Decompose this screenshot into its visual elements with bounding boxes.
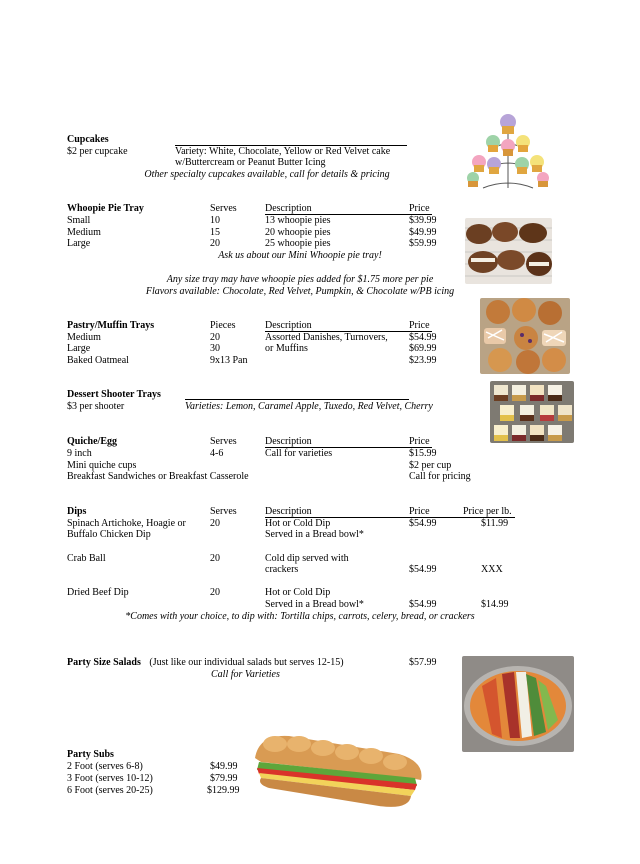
party-sub-image	[249, 718, 431, 822]
subs-row-price: $79.99	[210, 773, 238, 784]
salads-note: Call for Varieties	[211, 669, 280, 680]
shooter-rule	[185, 399, 409, 400]
pastry-row-desc: Assorted Danishes, Turnovers,	[265, 332, 388, 343]
pastry-row-pieces: 30	[210, 343, 220, 354]
cupcakes-title: Cupcakes	[67, 134, 109, 145]
dips-crab-serves: 20	[210, 553, 220, 564]
quiche-title: Quiche/Egg	[67, 436, 118, 447]
cupcakes-note: Other specialty cupcakes available, call for details & pricing	[144, 169, 390, 180]
dips-header-description: Description	[265, 506, 312, 517]
whoopie-note-added: Any size tray may have whoopie pies added for $1.75 more per pie	[166, 274, 434, 285]
subs-row-price: $49.99	[210, 761, 238, 772]
dips-title: Dips	[67, 506, 87, 517]
whoopie-header-serves: Serves	[210, 203, 237, 214]
dips-beef-serves: 20	[210, 587, 220, 598]
dips-beef-desc1: Hot or Cold Dip	[265, 587, 331, 598]
subs-row-price: $129.99	[207, 785, 240, 796]
salad-bowl-image	[462, 656, 574, 752]
dips-crab-desc1: Cold dip served with	[265, 553, 349, 564]
whoopie-row-desc: 20 whoopie pies	[265, 227, 331, 238]
dips-spinach-line2: Buffalo Chicken Dip	[67, 529, 151, 540]
muffins-image	[480, 298, 570, 374]
whoopie-row-price: $39.99	[409, 215, 437, 226]
dips-spinach-desc2: Served in a Bread bowl*	[265, 529, 364, 540]
salads-desc: (Just like our individual salads but serves 12-15)	[149, 657, 344, 668]
pastry-row-price: $69.99	[409, 343, 437, 354]
quiche-price: Call for pricing	[409, 471, 471, 482]
whoopie-row-desc: 25 whoopie pies	[265, 238, 331, 249]
whoopie-row-serves: 10	[210, 215, 220, 226]
pastry-row-size: Large	[67, 343, 91, 354]
pastry-header-pieces: Pieces	[210, 320, 236, 331]
dips-spinach-desc1: Hot or Cold Dip	[265, 518, 331, 529]
whoopie-note-mini: Ask us about our Mini Whoopie pie tray!	[218, 250, 382, 261]
whoopie-row-size: Small	[67, 215, 91, 226]
dips-crab-per-lb: XXX	[481, 564, 503, 575]
dips-spinach-price: $54.99	[409, 518, 437, 529]
quiche-item: Breakfast Sandwiches or Breakfast Casserole	[67, 471, 249, 482]
whoopie-title: Whoopie Pie Tray	[67, 203, 144, 214]
pastry-title: Pastry/Muffin Trays	[67, 320, 155, 331]
shooter-price: $3 per shooter	[67, 401, 125, 412]
dips-beef-name: Dried Beef Dip	[67, 587, 129, 598]
quiche-item: Mini quiche cups	[67, 460, 137, 471]
pastry-row-price: $54.99	[409, 332, 437, 343]
dips-beef-per-lb: $14.99	[481, 599, 509, 610]
salads-price: $57.99	[409, 657, 437, 668]
quiche-desc: Call for varieties	[265, 448, 333, 459]
whoopie-pies-image	[465, 218, 552, 284]
cupcake-tower-image	[463, 108, 553, 194]
whoopie-row-price: $59.99	[409, 238, 437, 249]
quiche-price: $15.99	[409, 448, 437, 459]
dips-crab-desc2: crackers	[265, 564, 299, 575]
dips-crab-price: $54.99	[409, 564, 437, 575]
dips-note: *Comes with your choice, to dip with: Tortilla chips, carrots, celery, bread, or crackers	[125, 611, 475, 622]
dips-spinach-per-lb: $11.99	[481, 518, 509, 529]
dips-crab-name: Crab Ball	[67, 553, 106, 564]
subs-row-size: 3 Foot (serves 10-12)	[67, 773, 153, 784]
subs-row-size: 6 Foot (serves 20-25)	[67, 785, 153, 796]
dessert-shooters-image	[490, 381, 574, 443]
dips-beef-price: $54.99	[409, 599, 437, 610]
whoopie-row-serves: 20	[210, 238, 220, 249]
whoopie-header-price: Price	[409, 203, 430, 214]
quiche-item: 9 inch	[67, 448, 92, 459]
pastry-row-size: Medium	[67, 332, 101, 343]
quiche-price: $2 per cup	[409, 460, 452, 471]
shooter-varieties: Varieties: Lemon, Caramel Apple, Tuxedo, Red Velvet, Cherry	[185, 401, 433, 412]
pastry-row-desc: or Muffins	[265, 343, 308, 354]
dips-spinach-line1: Spinach Artichoke, Hoagie or	[67, 518, 186, 529]
quiche-header-description: Description	[265, 436, 312, 447]
pastry-header-description: Description	[265, 320, 312, 331]
cupcakes-price: $2 per cupcake	[67, 146, 128, 157]
shooter-title: Dessert Shooter Trays	[67, 389, 161, 400]
cupcakes-variety-1: Variety: White, Chocolate, Yellow or Red Velvet cake	[175, 146, 391, 157]
cupcakes-variety-2: w/Buttercream or Peanut Butter Icing	[175, 157, 326, 168]
subs-title: Party Subs	[67, 749, 114, 760]
dips-header-price-per-lb: Price per lb.	[463, 506, 512, 517]
whoopie-note-flavors: Flavors available: Chocolate, Red Velvet, Pumpkin, & Chocolate w/PB icing	[145, 286, 455, 297]
dips-header-serves: Serves	[210, 506, 237, 517]
whoopie-row-size: Medium	[67, 227, 101, 238]
pastry-row-pieces: 20	[210, 332, 220, 343]
pastry-header-price: Price	[409, 320, 430, 331]
pastry-row-price: $23.99	[409, 355, 437, 366]
dips-beef-desc2: Served in a Bread bowl*	[265, 599, 364, 610]
dips-spinach-serves: 20	[210, 518, 220, 529]
pastry-row-size: Baked Oatmeal	[67, 355, 129, 366]
whoopie-row-size: Large	[67, 238, 91, 249]
quiche-header-serves: Serves	[210, 436, 237, 447]
salads-title: Party Size Salads	[67, 657, 141, 668]
whoopie-row-price: $49.99	[409, 227, 437, 238]
whoopie-row-desc: 13 whoopie pies	[265, 215, 331, 226]
whoopie-row-serves: 15	[210, 227, 220, 238]
dips-header-price: Price	[409, 506, 430, 517]
quiche-header-price: Price	[409, 436, 430, 447]
pastry-row-pieces: 9x13 Pan	[210, 355, 248, 366]
salads-row	[67, 657, 344, 669]
quiche-serves: 4-6	[210, 448, 224, 459]
whoopie-header-description: Description	[265, 203, 312, 214]
subs-row-size: 2 Foot (serves 6-8)	[67, 761, 143, 772]
